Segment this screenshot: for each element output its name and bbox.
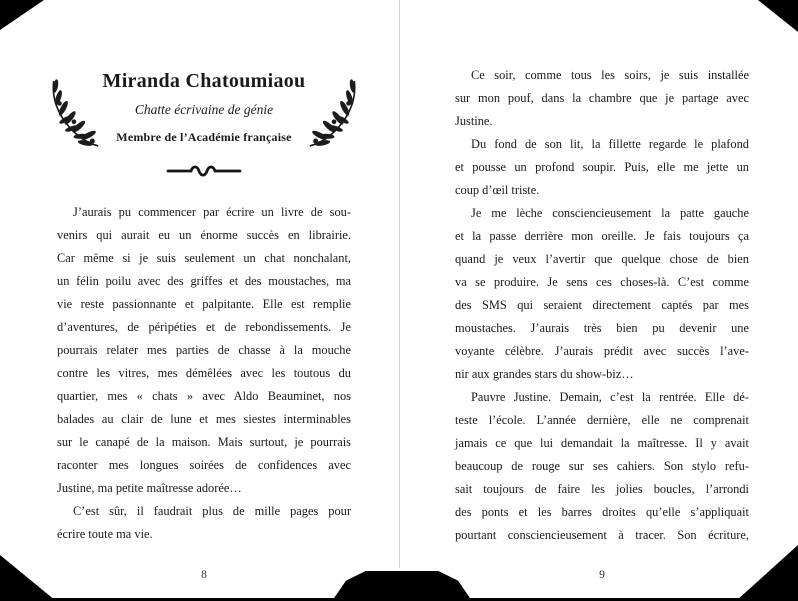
text-line: et pousse un profond soupir. Puis, elle me jette un — [455, 160, 749, 174]
text-line: écrire toute ma vie. — [57, 527, 153, 541]
text-line: Justine, ma petite maîtresse adorée… — [57, 481, 242, 495]
photo-corner-top-left — [0, 0, 44, 30]
chapter-header — [57, 70, 351, 179]
text-line: beaucoup de rouge sur ses cahiers. Son stylo refu- — [455, 459, 749, 473]
text-line: Pauvre Justine. Demain, c’est la rentrée. Elle dé- — [471, 390, 749, 404]
text-line: un félin poilu avec des griffes et des moustaches, ma — [57, 274, 351, 288]
text-line: Ce soir, comme tous les soirs, je suis installée — [471, 68, 749, 82]
text-line: C’est sûr, il faudrait plus de mille pages pour — [73, 504, 351, 518]
text-line: nir aux grandes stars du show-biz… — [455, 367, 634, 381]
text-line: contre les vitres, mes démêlées avec les toutous du — [57, 366, 351, 380]
text-line: vie reste passionnante et palpitante. Elle est remplie — [57, 297, 351, 311]
left-page-body — [57, 201, 351, 546]
page-gutter — [399, 0, 400, 568]
paragraph — [57, 500, 351, 546]
text-line: d’aventures, de péripéties et de rebondissements. Je — [57, 320, 351, 334]
text-line: quand je veux l’avertir que quelque chose de bien — [455, 252, 749, 266]
text-line: Du fond de son lit, la fillette regarde le plafond — [471, 137, 749, 151]
page-number-right: 9 — [599, 569, 605, 581]
paragraph — [455, 64, 749, 133]
olive-branch-right-icon — [306, 76, 364, 152]
text-line: moustaches. J’aurais très bien pu devenir une — [455, 321, 749, 335]
text-line: Je me lèche consciencieusement la patte gauche — [471, 206, 749, 220]
squiggle-ornament-icon — [166, 163, 242, 179]
text-line: des ponts et les barres droites qu’elle s’appliquait — [455, 505, 749, 519]
text-line: quartier, mes « chats » avec Aldo Beauminet, nos — [57, 389, 351, 403]
text-line: Car même si je suis seulement un chat nonchalant, — [57, 251, 351, 265]
text-line: sait toujours de faire les jolies boucles, l’arrondi — [455, 482, 749, 496]
paragraph — [455, 133, 749, 202]
chapter-title: Miranda Chatoumiaou — [102, 70, 306, 92]
text-line: J’aurais pu commencer par écrire un livre de sou- — [73, 205, 351, 219]
text-line: va se produire. Je sens ces choses-là. C’est comme — [455, 275, 749, 289]
photo-corner-bottom-left — [0, 555, 56, 601]
page-number-left: 8 — [201, 569, 207, 581]
chapter-subtitle: Chatte écrivaine de génie — [134, 102, 274, 117]
text-line: pourrais relater mes parties de chasse à la mouche — [57, 343, 351, 357]
text-line: des SMS qui seraient directement captés par mes — [455, 298, 749, 312]
text-line: et la passe derrière mon oreille. Je fais toujours ça — [455, 229, 749, 243]
paragraph — [455, 202, 749, 386]
text-line: jamais ce que lui demandait la maîtresse. Il y avait — [455, 436, 749, 450]
text-line: teste l’école. L’année dernière, elle ne comprenait — [455, 413, 749, 427]
text-line: balades au clair de lune et mes siestes interminables — [57, 412, 351, 426]
left-page — [57, 0, 351, 601]
text-line: sur mon pouf, dans la chambre que je partage avec — [455, 91, 749, 105]
paragraph — [455, 386, 749, 547]
paragraph — [57, 201, 351, 500]
chapter-membership-line: Membre de l’Académie française — [116, 130, 292, 144]
text-line: sur le canapé de la maison. Mais surtout, je pourrais — [57, 435, 351, 449]
right-page — [455, 0, 749, 601]
photo-corner-top-right — [758, 0, 798, 32]
text-line: raconter mes longues soirées de confidences avec — [57, 458, 351, 472]
text-line: Justine. — [455, 114, 493, 128]
olive-branch-left-icon — [44, 76, 102, 152]
text-line: venirs qui aurait eu un énorme succès en librairie. — [57, 228, 351, 242]
right-page-body — [455, 0, 749, 547]
text-line: voyante célèbre. J’aurais prédit avec succès l’ave- — [455, 344, 749, 358]
spine-shadow — [332, 571, 472, 601]
text-line: coup d’œil triste. — [455, 183, 540, 197]
text-line: pourtant consciencieusement à tracer. Son écriture, — [455, 528, 749, 542]
